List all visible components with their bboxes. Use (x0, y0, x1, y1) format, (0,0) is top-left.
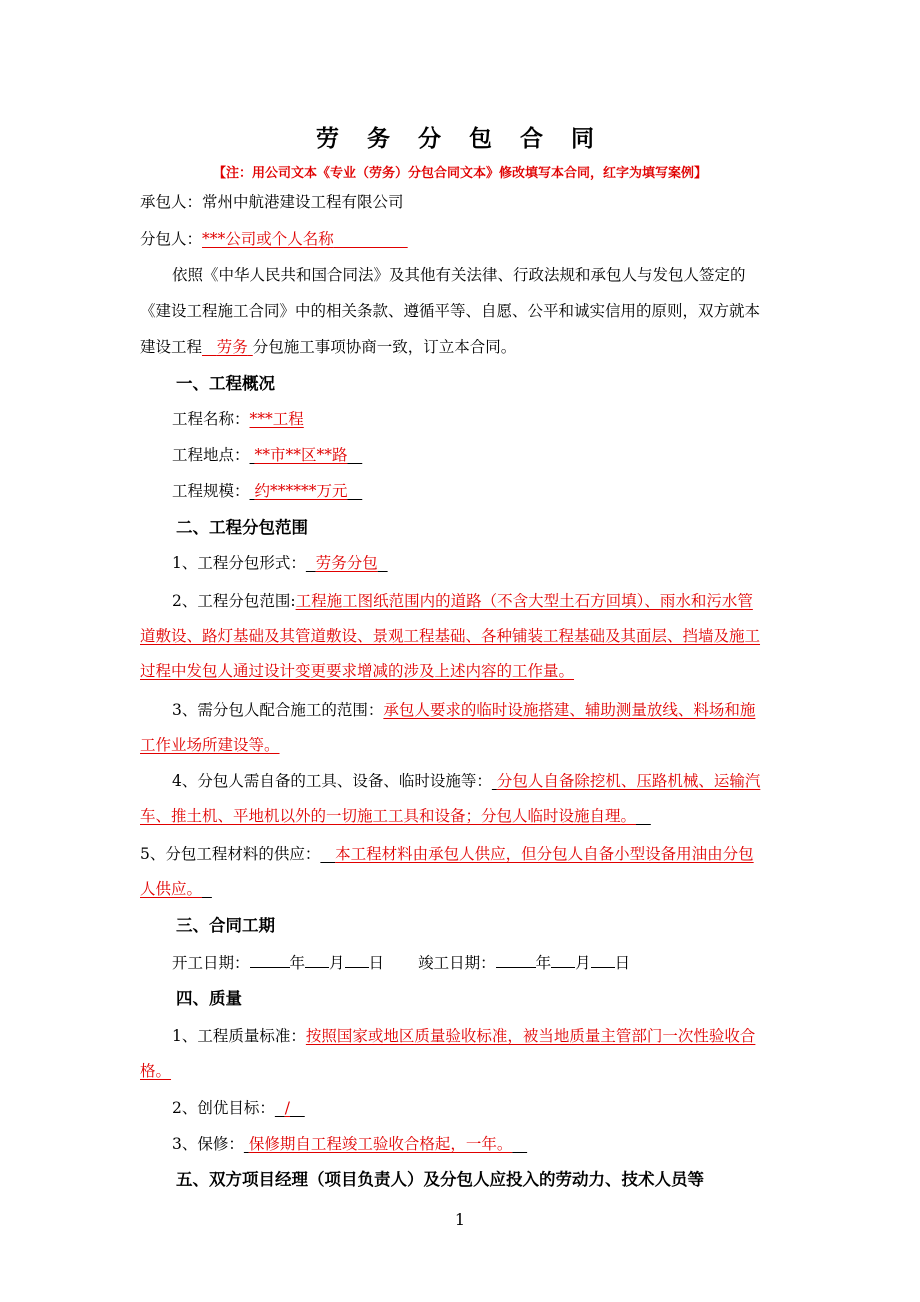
scope-item-5-label: 5、分包工程材料的供应： (140, 845, 321, 863)
quality-item-1-value-1: 按照国家或地区质量验收标准，被当地质量主管部门一次性验收合 (305, 1027, 756, 1045)
project-location-line (172, 444, 362, 466)
scope-item-3-line-1 (172, 699, 755, 721)
scope-item-2-label: 2、工程分包范围: (172, 592, 296, 610)
quality-item-2-value: / (284, 1099, 290, 1117)
quality-item-3-label: 3、保修： (172, 1135, 244, 1153)
intro-line-2: 《建设工程施工合同》中的相关条款、遵循平等、自愿、公平和诚实信用的原则，双方就本 (140, 302, 761, 320)
section-1-heading: 一、工程概况 (176, 374, 275, 393)
scope-item-4-value-1: 分包人自备除挖机、压路机械、运输汽 (496, 772, 761, 790)
end-date-label: 竣工日期： (418, 954, 496, 972)
contractor-label: 承包人： (140, 193, 203, 211)
start-month-blank (305, 951, 329, 968)
quality-item-1-line-1 (172, 1025, 755, 1047)
scope-item-4-label: 4、分包人需自备的工具、设备、临时设施等： (172, 772, 492, 790)
scope-item-5-line-2 (140, 878, 212, 900)
section-5-heading: 五、双方项目经理（项目负责人）及分包人应投入的劳动力、技术人员等 (176, 1170, 704, 1189)
scope-item-3-label: 3、需分包人配合施工的范围： (172, 701, 384, 719)
section-4-heading: 四、质量 (176, 989, 242, 1008)
scope-item-2-line-3 (140, 660, 574, 682)
intro-suffix: 分包施工事项协商一致，订立本合同。 (252, 338, 517, 356)
project-scale-line (172, 480, 362, 502)
scope-item-2-value-3: 过程中发包人通过设计变更要求增减的涉及上述内容的工作量。 (140, 662, 575, 680)
quality-item-3 (172, 1133, 527, 1155)
start-day-blank (345, 951, 369, 968)
page-number: 1 (454, 1210, 466, 1229)
start-date-label: 开工日期： (172, 954, 250, 972)
instruction-note: 【注：用公司文本《专业（劳务）分包合同文本》修改填写本合同，红字为填写案例】 (212, 166, 707, 181)
scope-item-5-value-1: 本工程材料由承包人供应，但分包人自备小型设备用油由分包 (335, 845, 754, 863)
scope-item-2-value-2: 道敷设、路灯基础及其管道敷设、景观工程基础、各种铺装工程基础及其面层、挡墙及施工 (140, 627, 761, 645)
scope-item-4-line-1 (172, 770, 760, 792)
scope-item-3-value-1: 承包人要求的临时设施搭建、辅助测量放线、料场和施 (383, 701, 756, 719)
start-year-blank (250, 951, 290, 968)
quality-item-3-value: 保修期自工程竣工验收合格起，一年。 (248, 1135, 513, 1153)
section-3-heading: 三、合同工期 (176, 916, 275, 935)
subcontractor-line (140, 228, 408, 250)
project-name-line (172, 408, 304, 430)
scope-item-5-line-1 (140, 843, 754, 865)
end-day-blank (591, 951, 615, 968)
scope-item-3-line-2 (140, 734, 280, 756)
project-location-label: 工程地点： (172, 446, 250, 464)
quality-item-1-label: 1、工程质量标准： (172, 1027, 306, 1045)
quality-item-2-label: 2、创优目标： (172, 1099, 275, 1117)
scope-item-1-value: 劳务分包 (315, 554, 378, 572)
project-name-value: ***工程 (249, 410, 304, 428)
schedule-line: 开工日期： 年 月 日 竣工日期： 年 月 日 (172, 951, 630, 974)
scope-item-2-line-1 (172, 590, 753, 612)
quality-item-1-value-2: 格。 (140, 1062, 172, 1080)
scope-item-4-line-2 (140, 805, 651, 827)
project-location-value: **市**区**路 (254, 446, 348, 464)
subcontractor-label: 分包人： (140, 230, 203, 248)
section-2-heading: 二、工程分包范围 (176, 518, 308, 537)
scope-item-2-value-1: 工程施工图纸范围内的道路（不含大型土石方回填）、雨水和污水管 (295, 592, 753, 610)
scope-item-1-label: 1、工程分包形式： (172, 554, 306, 572)
scope-item-2-line-2 (140, 625, 760, 647)
end-year-blank (496, 951, 536, 968)
intro-fill-value: 劳务 (216, 338, 248, 356)
quality-item-2 (172, 1097, 305, 1119)
project-scale-label: 工程规模： (172, 482, 250, 500)
project-name-label: 工程名称： (172, 410, 250, 428)
intro-line-3 (140, 336, 516, 358)
contractor-value: 常州中航港建设工程有限公司 (202, 193, 404, 211)
scope-item-5-value-2: 人供应。 (140, 880, 203, 898)
contractor-line (140, 191, 404, 213)
scope-item-1 (172, 552, 388, 574)
quality-item-1-line-2 (140, 1060, 171, 1082)
scope-item-3-value-2: 工作业场所建设等。 (140, 736, 280, 754)
project-scale-value: 约******万元 (254, 482, 348, 500)
intro-prefix: 建设工程 (140, 338, 203, 356)
scope-item-4-value-2: 车、推土机、平地机以外的一切施工工具和设备；分包人临时设施自理。 (140, 807, 637, 825)
end-month-blank (551, 951, 575, 968)
intro-line-1: 依照《中华人民共和国合同法》及其他有关法律、行政法规和承包人与发包人签定的 (172, 266, 746, 284)
subcontractor-value: ***公司或个人名称 (202, 230, 334, 248)
document-title: 劳 务 分 包 合 同 (315, 126, 605, 152)
